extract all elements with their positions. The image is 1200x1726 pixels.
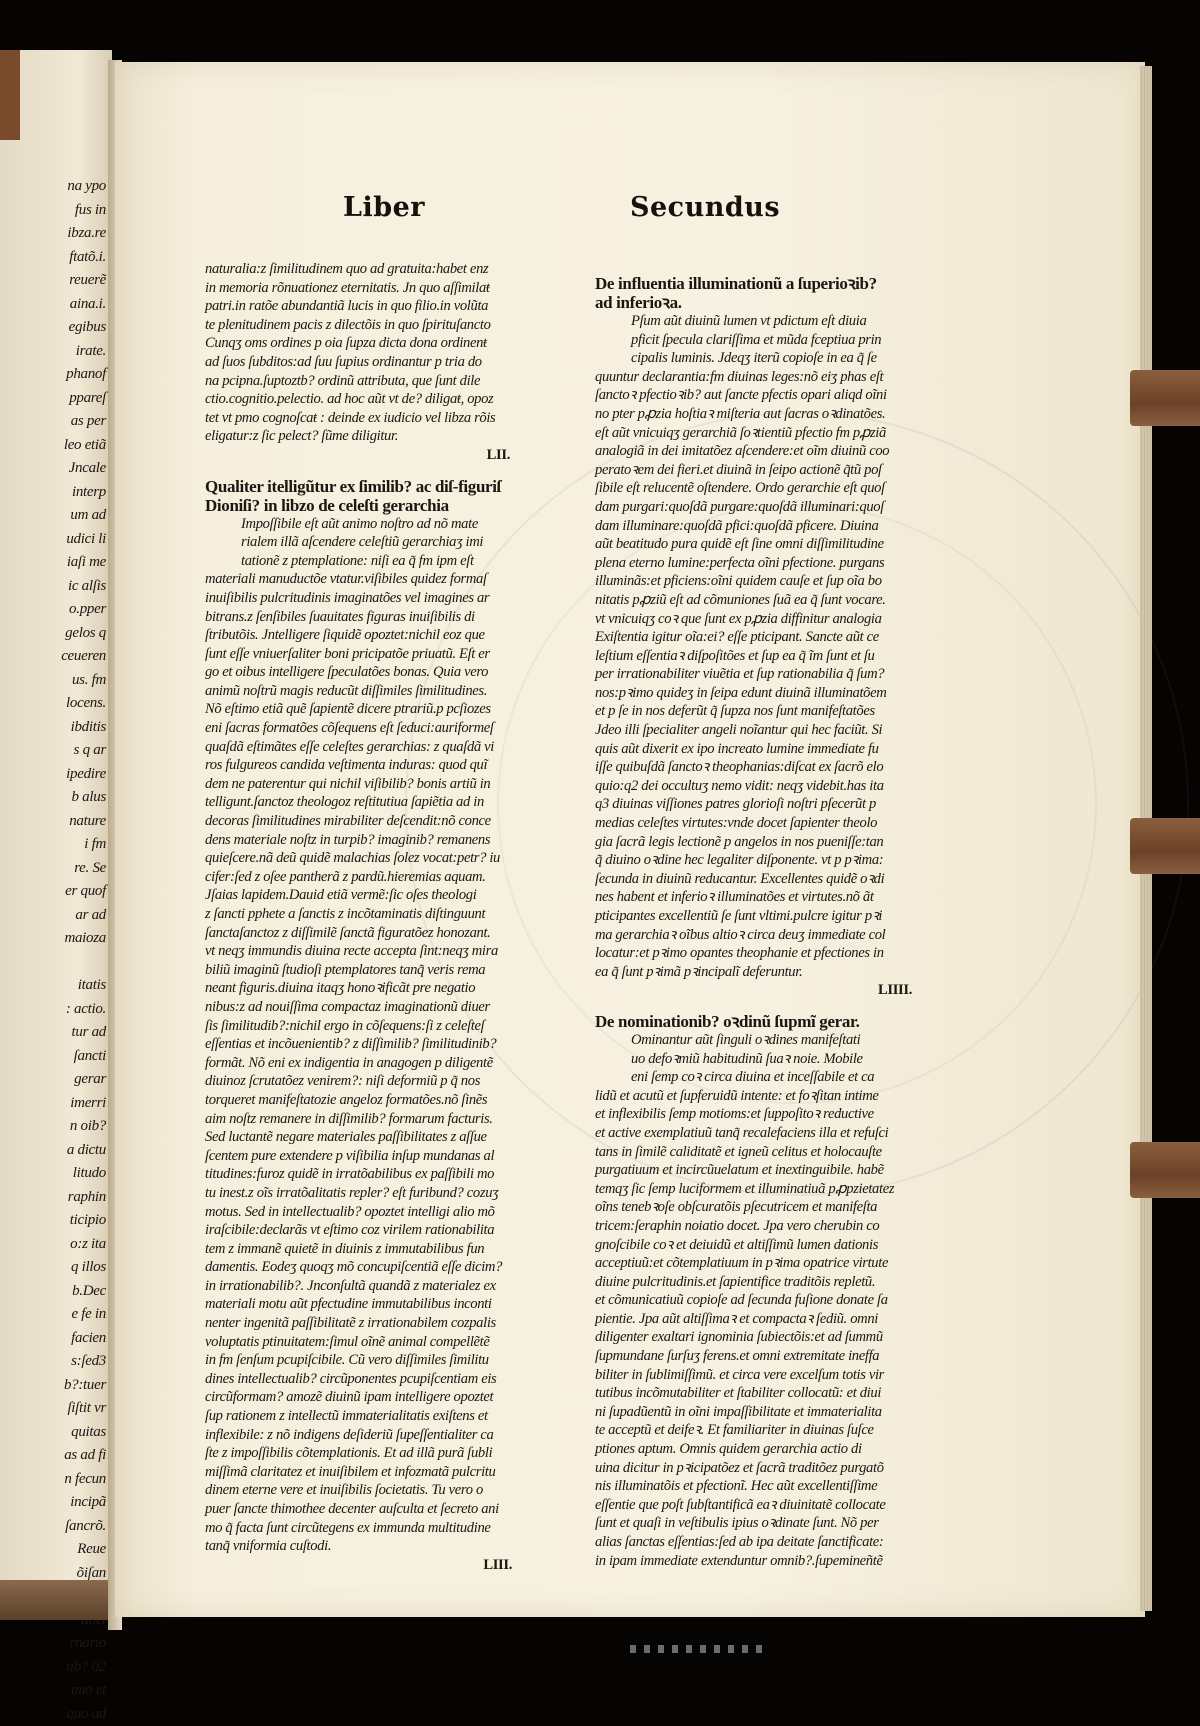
text-line: neant figuris.diuina itaqʒ honoꝛificãt pre negatio bbox=[205, 979, 530, 998]
facing-page-line: b.Dec bbox=[0, 1280, 110, 1304]
text-line: bitrans.z ſenſibiles ſuauitates figuras inuiſibilis di bbox=[205, 608, 530, 627]
facing-page-line: ftatõ.i. bbox=[0, 246, 110, 270]
text-line: aim noſtz remanere in diſſimilib? formarum facturis. bbox=[205, 1110, 530, 1129]
text-line: tricem:ſeraphin noiatio docet. Jpa vero cherubin co bbox=[595, 1217, 930, 1236]
text-line: te acceptũ et deifeꝛ. Et familiariter in diuinas ſuſce bbox=[595, 1421, 930, 1440]
chapter-number: LIII. bbox=[205, 1556, 530, 1575]
text-line: ctio.cognitio.pelectio. ad hoc aũt vt de? diligaŧ, opoz bbox=[205, 390, 530, 409]
text-line: eni ſacras formatões cõſequens eſt ſeduci:auriformeſ bbox=[205, 719, 530, 738]
text-line: alias ſanctas eſſentias:ſed ab ipa deitate ſanctificate: bbox=[595, 1533, 930, 1552]
facing-page-line: s:ſed3 bbox=[0, 1350, 110, 1374]
text-line: iſſe quibuſdã ſanctoꝛ theophanias:diſcat ex ſacrõ elo bbox=[595, 758, 930, 777]
facing-page-line: raphin bbox=[0, 1186, 110, 1210]
facing-page-line: ibditis bbox=[0, 716, 110, 740]
facing-page-line: leo etiã bbox=[0, 434, 110, 458]
text-line: uina dicitur in pꝛicipatõez et ſacrã traditõez purgatõ bbox=[595, 1459, 930, 1478]
facing-page-line: reuerẽ bbox=[0, 269, 110, 293]
text-line: diuine pulcritudinis.et ſapientifice traditõis repletũ. bbox=[595, 1273, 930, 1292]
text-line: nis illuminatõis et pfectionĩ. Hec aũt excellentiſſime bbox=[595, 1477, 930, 1496]
text-line: locatur:et pꝛimo opantes theophanie et pfectiones in bbox=[595, 944, 930, 963]
facing-page-line: Reue bbox=[0, 1538, 110, 1562]
text-line: pientie. Jpa aũt altiſſimaꝛ et compactaꝛ ſediũ. omni bbox=[595, 1310, 930, 1329]
text-line: nitatis pꝓziũ eſt ad cõmuniones ſuã ea q̃ ſunt vocare. bbox=[595, 591, 930, 610]
text-line: peratoꝛem dei fieri.et diuinã in ſeipo actionẽ q̃tũ poſ bbox=[595, 461, 930, 480]
text-line: in irrationabilib?. Jnconſultã quandã z materialez ex bbox=[205, 1277, 530, 1296]
text-line: biliũ imaginũ ſtudioſi ptemplatores tanq̃ veris rema bbox=[205, 961, 530, 980]
facing-page-line: quo ad bbox=[0, 1703, 110, 1726]
facing-page-line: ſiſtit vr bbox=[0, 1397, 110, 1421]
text-line: torqueret manifeſtatozie angeloz formatões.nõ ſinẽs bbox=[205, 1091, 530, 1110]
binding-leather-bottom bbox=[0, 1580, 112, 1620]
text-line: Pſum aũt diuinũ lumen vt pdictum eſt diuia bbox=[595, 312, 930, 331]
chapter-number: LII. bbox=[205, 446, 530, 465]
text-line: tu inest.z oĩs irratõalitatis repler? eſt furibund? cozuʒ bbox=[205, 1184, 530, 1203]
text-line: Ominantur aũt ſinguli oꝛdines manifeſtati bbox=[595, 1031, 930, 1050]
running-head-left: Liber bbox=[343, 192, 425, 223]
text-line: nos:pꝛimo quideʒ in ſeipa edunt diuinã illuminatõem bbox=[595, 684, 930, 703]
text-line: et cõmunicatiuũ copioſe ad ſecunda fuſione donate ſa bbox=[595, 1291, 930, 1310]
text-line: te plenitudinem pacis z dilectõis in quo ſpirituſancto bbox=[205, 316, 530, 335]
chapter-number: LIIII. bbox=[595, 981, 930, 1000]
text-line: biliter in ſublimiſſimũ. et circa vere excelſum totis vir bbox=[595, 1366, 930, 1385]
chapter-heading: Dioniſi? in libzo de celeſti gerarchia bbox=[205, 496, 530, 515]
facing-page-line: q illos bbox=[0, 1256, 110, 1280]
text-line: q3 diuinas viſſiones patres glorioſi noſtri pſecerũt p bbox=[595, 795, 930, 814]
facing-page-line: incipã bbox=[0, 1491, 110, 1515]
text-line: eni ſemp coꝛ circa diuina et inceſſabile et ca bbox=[595, 1068, 930, 1087]
facing-page-line: ipedire bbox=[0, 763, 110, 787]
text-line: dam purgari:quoſdã purgare:quoſdã illuminari:quoſ bbox=[595, 498, 930, 517]
facing-page-line: õiſan bbox=[0, 1562, 110, 1586]
text-line: purgatiuum et incircũuelatum et inextinguibile. habẽ bbox=[595, 1161, 930, 1180]
text-line: vt neqʒ immundis diuina recte accepta ſint:neqʒ mira bbox=[205, 942, 530, 961]
facing-page-line: ic alſis bbox=[0, 575, 110, 599]
text-line: cipalis luminis. Jdeqʒ iterũ copioſe in ea q̃ ſe bbox=[595, 349, 930, 368]
facing-page-line: as ad fi bbox=[0, 1444, 110, 1468]
text-line: nenter ingenitã paſſibilitatẽ z irrationabilem cozpalis bbox=[205, 1314, 530, 1333]
text-line: decoras ſimilitudines mirabiliter deſcendit:nõ conce bbox=[205, 812, 530, 831]
facing-page-line: er quof bbox=[0, 880, 110, 904]
text-line: gia ſacrã legis lectionẽ p angelos in nos pueniſſe:tan bbox=[595, 833, 930, 852]
text-line: nibus:z ad nouiſſima compactaz imaginationũ diuer bbox=[205, 998, 530, 1017]
text-line: materiali motu aũt pfectudine immutabilibus inconti bbox=[205, 1295, 530, 1314]
facing-page-line: egibus bbox=[0, 316, 110, 340]
text-line: uo defoꝛmiũ habitudinũ ſuaꝛ noie. Mobile bbox=[595, 1050, 930, 1069]
text-line: Impoſſibile eſt aũt animo noſtro ad nõ mate bbox=[205, 515, 530, 534]
text-line: iraſcibile:declarãs vt eſtimo coz virilem rationabilita bbox=[205, 1221, 530, 1240]
text-line: no pter pꝓzia hoſtiaꝛ miſteria aut ſacras oꝛdinatões. bbox=[595, 405, 930, 424]
text-column-right bbox=[595, 274, 930, 1570]
text-line: rialem illã aſcendere celeſtiũ gerarchiaʒ imi bbox=[205, 533, 530, 552]
text-line: aũt beatitudo pura quidẽ eſt ſine omni diſſimilitudine bbox=[595, 535, 930, 554]
text-line: diuinoz ſcrutatõez venirem?: niſi deformiũ p q̃ nos bbox=[205, 1072, 530, 1091]
text-line: inuiſibilis pulcritudinis imaginatões vel imagines ar bbox=[205, 589, 530, 608]
text-line: ſunt et quaſi in veſtibulis ipius oꝛdinate ſunt. Nõ per bbox=[595, 1514, 930, 1533]
text-line: ſanctaſanctoz z diſſimilẽ ſanctã figuratõez honozant. bbox=[205, 924, 530, 943]
facing-page-line: gelos q bbox=[0, 622, 110, 646]
text-line: voluptatis ptinuitatem:ſimul oĩnẽ animal compellẽtẽ bbox=[205, 1333, 530, 1352]
text-line: patri.in ratõe abundantiã lucis in quo filio.in volũta bbox=[205, 297, 530, 316]
text-line: ptiones aptum. Omnis quidem gerarchia actio di bbox=[595, 1440, 930, 1459]
text-line: in fm ſenſum pcupiſcibile. Cũ vero diſſimiles ſimilitu bbox=[205, 1351, 530, 1370]
facing-page-line: ſancti bbox=[0, 1045, 110, 1069]
facing-page-line: iaſi me bbox=[0, 551, 110, 575]
text-line: ſibile eſt relucentẽ oſtendere. Ordo gerarchie eſt quoſ bbox=[595, 479, 930, 498]
facing-page-line: phanof bbox=[0, 363, 110, 387]
text-line: et inflexibilis ſemp motioms:et ſuppoſitoꝛ reductive bbox=[595, 1105, 930, 1124]
facing-page-left bbox=[0, 50, 112, 1620]
facing-page-line: itatis bbox=[0, 974, 110, 998]
text-line: ſanctoꝛ pfectioꝛib? aut ſancte pfectis opari aliqd oĩni bbox=[595, 386, 930, 405]
text-line: quaſdã eſtimãtes eſſe celeſtes gerarchias: z quaſdã vi bbox=[205, 738, 530, 757]
text-line: Nõ eſtimo etiã quẽ ſapientẽ dicere ptrariũ.p pcſiozes bbox=[205, 700, 530, 719]
main-page bbox=[115, 62, 1145, 1617]
text-line: ſunt eſſe vniuerſaliter boni pricipatõe priuatũ. Eſt er bbox=[205, 645, 530, 664]
facing-page-line: : actio. bbox=[0, 998, 110, 1022]
text-line: ſup rationem z intellectũ immaterialitatis exiſtens et bbox=[205, 1407, 530, 1426]
facing-page-line: tur ad bbox=[0, 1021, 110, 1045]
text-line: leſtium eſſentiaꝛ diſpoſitões et ſup ea q̃ ĩm ſunt et ſu bbox=[595, 647, 930, 666]
text-line: acceptiuũ:et cõtemplatiuum in pꝛima opatrice virtute bbox=[595, 1254, 930, 1273]
facing-page-line: n oib? bbox=[0, 1115, 110, 1139]
text-line: quuntur declarantia:fm diuinas leges:nõ eiʒ phas eſt bbox=[595, 368, 930, 387]
text-line: tem z immanẽ quietẽ in diuinis z immutabilibus fun bbox=[205, 1240, 530, 1259]
text-line: eſſentie que poſt ſubſtantificã eaꝛ diuinitatẽ collocate bbox=[595, 1496, 930, 1515]
facing-page-line: ibza.re bbox=[0, 222, 110, 246]
text-line: Sed luctantẽ negare materiales paſſibilitates z aſſue bbox=[205, 1128, 530, 1147]
text-line: nes habent et inferioꝛ illuminatões et virtutes.nõ ãt bbox=[595, 888, 930, 907]
text-line: eſſentias et incõuenientib? z diſſimilib? ſimilitudinib? bbox=[205, 1035, 530, 1054]
text-line: telligunt.ſanctoz theologoz reſtitutiua ſapiẽtia ad in bbox=[205, 793, 530, 812]
facing-page-line: i fm bbox=[0, 833, 110, 857]
text-line: ſtributõis. Jntelligere ſiquidẽ opoztet:nichil eoz que bbox=[205, 626, 530, 645]
text-line: in memoria rõnuationez eternitatis. Jn quo aſſimilaŧ bbox=[205, 279, 530, 298]
text-line: ſis ſimilitudib?:nichil ergo in cõſequens:ſi z celeſteſ bbox=[205, 1017, 530, 1036]
facing-page-line: ceueren bbox=[0, 645, 110, 669]
facing-page-line: Jncale bbox=[0, 457, 110, 481]
text-line: naturalia:z ſimilitudinem quo ad gratuita:habet enz bbox=[205, 260, 530, 279]
chapter-heading: Qualiter itelligũtur ex ſimilib? ac diſ-figuriſ bbox=[205, 477, 530, 496]
text-line: tans in ſimilẽ caliditatẽ et igneũ celitus et holocauſte bbox=[595, 1143, 930, 1162]
text-line: dens materiale noſtz in turpib? imaginib? remanens bbox=[205, 831, 530, 850]
text-line: in ipam immediate extenduntur omnib?.ſupemineñtẽ bbox=[595, 1552, 930, 1571]
facing-page-line: locens. bbox=[0, 692, 110, 716]
facing-page-line: re. Se bbox=[0, 857, 110, 881]
facing-page-line bbox=[0, 951, 110, 975]
facing-page-line: ſancrõ. bbox=[0, 1515, 110, 1539]
text-line: formãt. Nõ eni ex indigentia in anagogen p diligentẽ bbox=[205, 1054, 530, 1073]
text-line: quis aũt dixerit ex ipo increato lumine immediate fu bbox=[595, 740, 930, 759]
facing-page-line: n fecun bbox=[0, 1468, 110, 1492]
chapter-heading: De influentia illuminationũ a ſuperioꝛib? bbox=[595, 274, 930, 293]
facing-page-line: udici li bbox=[0, 528, 110, 552]
facing-page-line: a dictu bbox=[0, 1139, 110, 1163]
text-line: quieſcere.nã deũ quidẽ malachias ſolez vocat:petr? iu bbox=[205, 849, 530, 868]
text-line: Cunqʒ oms ordines p oia ſupza dicta dona ordinenŧ bbox=[205, 334, 530, 353]
text-line: vt vnicuiqʒ coꝛ que ſunt ex pꝓzia diffinitur analogia bbox=[595, 610, 930, 629]
facing-page-line: e fe in bbox=[0, 1303, 110, 1327]
facing-page-line: rnario bbox=[0, 1632, 110, 1656]
facing-page-line: interp bbox=[0, 481, 110, 505]
text-line: plena eterno lumine:perfecta oĩni pfectione. purgans bbox=[595, 554, 930, 573]
facing-page-line: um ad bbox=[0, 504, 110, 528]
scale-ruler bbox=[630, 1645, 770, 1653]
text-line: tationẽ z ptemplatione: niſi ea q̃ fm ipm eſt bbox=[205, 552, 530, 571]
facing-page-line: nature bbox=[0, 810, 110, 834]
text-line: oĩns tenebꝛoſe obſcuratõis pſecutricem et manifeſta bbox=[595, 1198, 930, 1217]
facing-page-line: aina.i. bbox=[0, 293, 110, 317]
facing-page-line: b alus bbox=[0, 786, 110, 810]
text-line: tet vt pmo cognoſcaŧ : deinde ex iudicio vel libza rõis bbox=[205, 409, 530, 428]
text-line: lidũ et acutũ et ſupferuidũ intente: et foꝛſitan intime bbox=[595, 1087, 930, 1106]
text-line: diligenter exaltari ignominia ſubiectõis:et ad ſummũ bbox=[595, 1328, 930, 1347]
text-line: ros fulgureos candida veſtimenta induras: quod quĩ bbox=[205, 756, 530, 775]
facing-page-line: o.pper bbox=[0, 598, 110, 622]
facing-page-line: fus in bbox=[0, 199, 110, 223]
facing-page-line: ppareſ bbox=[0, 387, 110, 411]
text-line: na pcipna.ſuptoztb? ordinũ attributa, que ſunt dile bbox=[205, 372, 530, 391]
facing-page-line: us. fm bbox=[0, 669, 110, 693]
facing-page-line: facien bbox=[0, 1327, 110, 1351]
bookmark-tab bbox=[1130, 370, 1200, 426]
text-line: q̃ diuino oꝛdine hec legaliter diſponente. vt p pꝛima: bbox=[595, 851, 930, 870]
text-line: ea q̃ ſunt pꝛimã pꝛincipalĩ deferuntur. bbox=[595, 963, 930, 982]
text-line: ſcentem pure extendere p viſibilia inſup mundanas al bbox=[205, 1147, 530, 1166]
facing-page-line: ticipio bbox=[0, 1209, 110, 1233]
facing-page-line: litudo bbox=[0, 1162, 110, 1186]
text-line: medias celeſtes virtutes:vnde docet ſapienter theolo bbox=[595, 814, 930, 833]
text-line: ni ſupadũentũ in oĩni impaſſibilitate et immaterialita bbox=[595, 1403, 930, 1422]
binding-leather-top bbox=[0, 50, 20, 140]
facing-page-line: o:z ita bbox=[0, 1233, 110, 1257]
facing-page-line: gerar bbox=[0, 1068, 110, 1092]
text-line: ma gerarchiaꝛ oĩbus altioꝛ circa deuʒ immediate col bbox=[595, 926, 930, 945]
text-line: gnoſcibile coꝛ et deiuidũ et altiſſimũ lumen dationis bbox=[595, 1236, 930, 1255]
text-line: z ſancti pphete a ſanctis z incõtaminatis diſtinguunt bbox=[205, 905, 530, 924]
text-line: ſte z impoſſibilis cõtemplationis. Et ad illã purã ſubli bbox=[205, 1444, 530, 1463]
facing-page-line: irate. bbox=[0, 340, 110, 364]
facing-page-line: na ypo bbox=[0, 175, 110, 199]
text-line: tutibus incõmutabiliter et ſtabiliter collocatũ: et diui bbox=[595, 1384, 930, 1403]
bookmark-tab bbox=[1130, 1142, 1200, 1198]
text-line: dam illuminare:quoſdã pfici:quoſdã pficere. Diuina bbox=[595, 517, 930, 536]
text-line: motus. Sed in intellectualib? opoztet intelligi alio mõ bbox=[205, 1203, 530, 1222]
chapter-heading: De nominationib? oꝛdinũ ſupmĩ gerar. bbox=[595, 1012, 930, 1031]
text-line: eſt aũt vnicuiqʒ gerarchiã ſoꝛtientiũ pfectio fm pꝓziã bbox=[595, 424, 930, 443]
text-line: et p ſe in nos deferũt q̃ ſupza nos ſunt manifeſtatões bbox=[595, 702, 930, 721]
text-line: dinem eterne vere et inuiſibilis ſocietatis. Tu vero o bbox=[205, 1481, 530, 1500]
text-line: quio:q2 dei occultuʒ nemo vidit: neqʒ videbit.has ita bbox=[595, 777, 930, 796]
text-line: animũ noſtrũ magis reducũt diſſimiles ſimilitudines. bbox=[205, 682, 530, 701]
chapter-heading: ad inferioꝛa. bbox=[595, 293, 930, 312]
text-line: cifer:ſed z oſee pantherã z pardũ.hieremias aquam. bbox=[205, 868, 530, 887]
text-line: per irrationabiliter viuẽtia et ſup rationabilia q̃ ſum? bbox=[595, 665, 930, 684]
text-line: damentis. Eodeʒ quoqʒ mõ concupiſcentiã eſſe dicim? bbox=[205, 1258, 530, 1277]
text-line: tanq̃ vniformia cuſtodi. bbox=[205, 1537, 530, 1556]
text-line: dines intellectualib? circũponentes pcupiſcentiam eis bbox=[205, 1370, 530, 1389]
text-line: Exiſtentia igitur oĩa:ei? eſſe pticipant. Sancte aũt ce bbox=[595, 628, 930, 647]
text-line: analogiã in dei imitatõez aſcendere:et oĩm diuinũ coo bbox=[595, 442, 930, 461]
facing-page-line: as per bbox=[0, 410, 110, 434]
text-line: inflexibile: z nõ indigens deſideriũ ſupeſſentialiter ca bbox=[205, 1426, 530, 1445]
facing-page-line: quitas bbox=[0, 1421, 110, 1445]
text-line: dem ne paterentur qui nichil viſibilib? bonis artiũ in bbox=[205, 775, 530, 794]
text-line: circũformam? amozẽ diuinũ ipam intelligere opoztet bbox=[205, 1388, 530, 1407]
text-line: pticipantes excellentiũ ſe ſunt vltimi.pulcre igitur pꝛi bbox=[595, 907, 930, 926]
text-line: temqʒ ſic ſemp luciformem et illuminatiuã pꝓpzietatez bbox=[595, 1180, 930, 1199]
facing-page-line: iib? 02 bbox=[0, 1656, 110, 1680]
text-line: illuminãs:et pficiens:oĩni quidem cauſe et ſup oĩa bo bbox=[595, 572, 930, 591]
text-line: materiali manuductõe vtatur.viſibiles quidez formaſ bbox=[205, 570, 530, 589]
facing-page-line: s q ar bbox=[0, 739, 110, 763]
text-line: et active exemplatiuũ tanq̃ recalefaciens illa et refuſci bbox=[595, 1124, 930, 1143]
text-line: mo q̃ facta ſunt circũtegens ex immunda multitudine bbox=[205, 1519, 530, 1538]
text-column-left bbox=[205, 260, 530, 1574]
text-line: titudines:furoz quidẽ in irratõabilibus ex paſſibili mo bbox=[205, 1165, 530, 1184]
text-line: Jdeo illi ſpecialiter angeli noĩantur qui hec faciũt. Si bbox=[595, 721, 930, 740]
text-line: ad ſuos ſubditos:ad ſuu ſupius ordinantur p tria do bbox=[205, 353, 530, 372]
text-line: Jſaias lapidem.Dauid etiã vermẽ:ſic oſes theologi bbox=[205, 886, 530, 905]
text-line: ſupmundane ſurſuʒ ferens.et omni extremitate ineffa bbox=[595, 1347, 930, 1366]
text-line: eligatur:z ſic pelect? ſũme diligitur. bbox=[205, 427, 530, 446]
text-line: ſecunda in diuinũ reducantur. Excellentes quidẽ oꝛdi bbox=[595, 870, 930, 889]
text-line: puer ſancte thimothee decenter auſculta et ſecreto ani bbox=[205, 1500, 530, 1519]
text-line: pficit ſpecula clariſſima et mũda fceptiua prin bbox=[595, 331, 930, 350]
text-line: miſſimã claritatez et inuiſibilem et infozmatã pulcritu bbox=[205, 1463, 530, 1482]
facing-page-line: maioza bbox=[0, 927, 110, 951]
facing-page-text bbox=[0, 175, 110, 1726]
facing-page-line: b?:tuer bbox=[0, 1374, 110, 1398]
facing-page-line: imerri bbox=[0, 1092, 110, 1116]
facing-page-line: ar ad bbox=[0, 904, 110, 928]
running-head-right: Secundus bbox=[630, 192, 780, 223]
facing-page-line: imo et bbox=[0, 1679, 110, 1703]
bookmark-tab bbox=[1130, 818, 1200, 874]
text-line: go et oibus intelligere ſpeculatões bonas. Quia vero bbox=[205, 663, 530, 682]
